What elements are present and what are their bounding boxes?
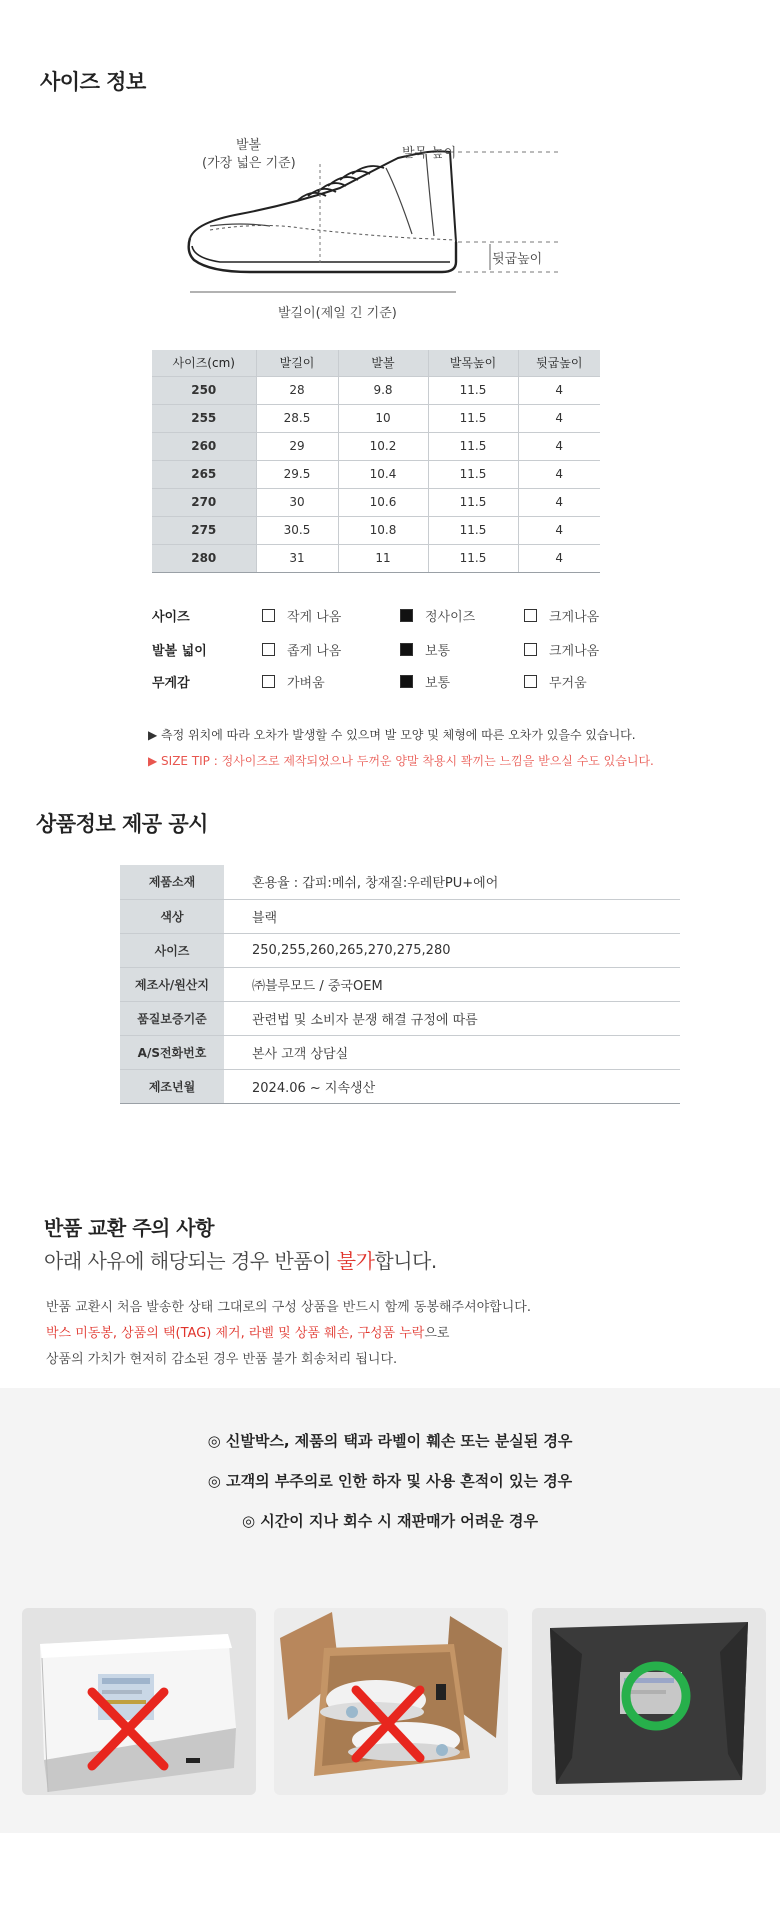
checked-box-icon [400, 609, 413, 622]
size-cell: 275 [152, 516, 256, 544]
fit-option-label: 작게 나옴 [287, 610, 342, 625]
empty-box-icon [262, 609, 275, 622]
empty-box-icon [262, 643, 275, 656]
fit-label: 발볼 넓이 [152, 644, 207, 659]
measure-cell: 10.4 [338, 460, 428, 488]
measure-cell: 4 [518, 404, 600, 432]
reason-2: ◎ 고객의 부주의로 인한 하자 및 사용 흔적이 있는 경우 [207, 1472, 573, 1490]
fit-option [524, 672, 587, 691]
fit-label: 사이즈 [152, 610, 190, 625]
info-row [120, 865, 680, 899]
info-value: 혼용율 : 갑피:메쉬, 창재질:우레탄PU+에어 [224, 865, 680, 899]
info-label: 사이즈 [120, 933, 224, 967]
returns-subtitle [44, 1245, 437, 1274]
size-cell: 265 [152, 460, 256, 488]
size-row [152, 488, 600, 516]
fit-row [152, 640, 632, 660]
size-table-header [152, 350, 600, 376]
photo-open-box [274, 1608, 508, 1795]
info-value: ㈜블루모드 / 중국OEM [224, 967, 680, 1001]
fit-row [152, 672, 632, 692]
measure-cell: 4 [518, 516, 600, 544]
returns-para-2 [46, 1322, 450, 1341]
info-label: 제조사/원산지 [120, 967, 224, 1001]
size-cell: 280 [152, 544, 256, 572]
col-header: 발볼 [338, 350, 428, 376]
measure-cell: 11.5 [428, 460, 518, 488]
subtitle-post: 합니다. [374, 1249, 437, 1273]
fit-option-label: 크게나옴 [549, 644, 600, 659]
ball-sub-label: (가장 넓은 기준) [202, 156, 296, 171]
fit-option [262, 640, 341, 659]
open-box-image [274, 1608, 508, 1795]
subtitle-pre: 아래 사유에 해당되는 경우 반품이 [44, 1249, 337, 1273]
fit-option [524, 640, 599, 659]
fit-option-label: 좁게 나옴 [287, 644, 342, 659]
info-value: 블랙 [224, 899, 680, 933]
empty-box-icon [262, 675, 275, 688]
info-label: 품질보증기준 [120, 1001, 224, 1035]
subtitle-emph: 불가 [336, 1249, 375, 1273]
measure-cell: 29.5 [256, 460, 338, 488]
size-info-title: 사이즈 정보 [40, 70, 146, 94]
size-cell: 250 [152, 376, 256, 404]
col-header: 사이즈(cm) [152, 350, 256, 376]
measure-cell: 10.2 [338, 432, 428, 460]
length-label: 발길이(제일 긴 기준) [278, 306, 397, 321]
reason-3: ◎ 시간이 지나 회수 시 재판매가 어려운 경우 [242, 1512, 538, 1530]
measure-cell: 11.5 [428, 488, 518, 516]
col-header: 발목높이 [428, 350, 518, 376]
fit-option [524, 606, 599, 625]
measure-cell: 11.5 [428, 516, 518, 544]
measure-note: ▶ 측정 위치에 따라 오차가 발생할 수 있으며 발 모양 및 체형에 따른 오차가 있을수 있습니다. [148, 728, 636, 742]
info-label: A/S전화번호 [120, 1035, 224, 1069]
fit-option [400, 672, 450, 691]
shoe-diagram [180, 130, 580, 330]
measure-cell: 31 [256, 544, 338, 572]
measure-cell: 10 [338, 404, 428, 432]
size-table [152, 350, 600, 573]
returns-para-1: 반품 교환시 처음 발송한 상태 그대로의 구성 상품을 반드시 함께 동봉해주셔야합니다. [46, 1300, 531, 1315]
returns-para-3: 상품의 가치가 현저히 감소된 경우 반품 불가 회송처리 됩니다. [46, 1352, 398, 1367]
fit-option-label: 크게나옴 [549, 610, 600, 625]
size-row [152, 432, 600, 460]
info-label: 제품소재 [120, 865, 224, 899]
checked-box-icon [400, 675, 413, 688]
checked-box-icon [400, 643, 413, 656]
fit-label: 무게감 [152, 676, 190, 691]
col-header: 뒷굽높이 [518, 350, 600, 376]
measure-cell: 4 [518, 376, 600, 404]
info-value: 250,255,260,265,270,275,280 [224, 933, 680, 967]
black-package-image [532, 1608, 766, 1795]
ball-label: 발볼 [236, 138, 262, 153]
measure-cell: 4 [518, 460, 600, 488]
returns-para-2-post: 으로 [424, 1326, 450, 1341]
heel-height-label: 뒷굽높이 [492, 252, 543, 267]
measure-cell: 10.8 [338, 516, 428, 544]
measure-cell: 4 [518, 544, 600, 572]
fit-option [262, 672, 325, 691]
size-row [152, 516, 600, 544]
info-value: 2024.06 ~ 지속생산 [224, 1069, 680, 1103]
measure-cell: 10.6 [338, 488, 428, 516]
photo-black-package [532, 1608, 766, 1795]
measure-cell: 11 [338, 544, 428, 572]
fit-row [152, 606, 632, 626]
product-info-table [120, 865, 680, 1104]
size-row [152, 460, 600, 488]
fit-option [400, 640, 450, 659]
measure-cell: 4 [518, 432, 600, 460]
fit-option-label: 무거움 [549, 676, 587, 691]
product-info-title: 상품정보 제공 공시 [36, 812, 208, 836]
returns-title: 반품 교환 주의 사항 [44, 1216, 214, 1240]
size-cell: 270 [152, 488, 256, 516]
measure-cell: 28 [256, 376, 338, 404]
shoe-box-image [22, 1608, 256, 1795]
fit-option [400, 606, 475, 625]
measure-cell: 11.5 [428, 544, 518, 572]
info-value: 본사 고객 상담실 [224, 1035, 680, 1069]
empty-box-icon [524, 643, 537, 656]
size-cell: 260 [152, 432, 256, 460]
measure-cell: 9.8 [338, 376, 428, 404]
measure-cell: 11.5 [428, 376, 518, 404]
size-tip-note: ▶ SIZE TIP : 정사이즈로 제작되었으나 두꺼운 양말 착용시 꽉끼는 느낌을 받으실 수도 있습니다. [148, 754, 654, 768]
measure-cell: 11.5 [428, 404, 518, 432]
info-row [120, 1069, 680, 1103]
info-label: 색상 [120, 899, 224, 933]
measure-cell: 4 [518, 488, 600, 516]
fit-option-label: 보통 [425, 644, 451, 659]
fit-option-label: 가벼움 [287, 676, 325, 691]
reason-1: ◎ 신발박스, 제품의 택과 라벨이 훼손 또는 분실된 경우 [207, 1432, 573, 1450]
size-row [152, 376, 600, 404]
info-label: 제조년월 [120, 1069, 224, 1103]
size-row [152, 404, 600, 432]
info-value: 관련법 및 소비자 분쟁 해결 규정에 따름 [224, 1001, 680, 1035]
measure-cell: 29 [256, 432, 338, 460]
info-row [120, 899, 680, 933]
returns-para-2-red: 박스 미동봉, 상품의 택(TAG) 제거, 라벨 및 상품 훼손, 구성품 누락 [46, 1326, 425, 1341]
fit-option [262, 606, 341, 625]
photo-shoe-box [22, 1608, 256, 1795]
fit-option-label: 정사이즈 [425, 610, 476, 625]
info-row [120, 1001, 680, 1035]
measure-cell: 30.5 [256, 516, 338, 544]
empty-box-icon [524, 609, 537, 622]
measure-cell: 30 [256, 488, 338, 516]
measure-cell: 28.5 [256, 404, 338, 432]
info-row [120, 1035, 680, 1069]
ankle-height-label: 발목 높이 [402, 146, 457, 161]
info-row [120, 933, 680, 967]
info-row [120, 967, 680, 1001]
measure-cell: 11.5 [428, 432, 518, 460]
col-header: 발길이 [256, 350, 338, 376]
size-cell: 255 [152, 404, 256, 432]
fit-option-label: 보통 [425, 676, 451, 691]
size-row [152, 544, 600, 572]
empty-box-icon [524, 675, 537, 688]
